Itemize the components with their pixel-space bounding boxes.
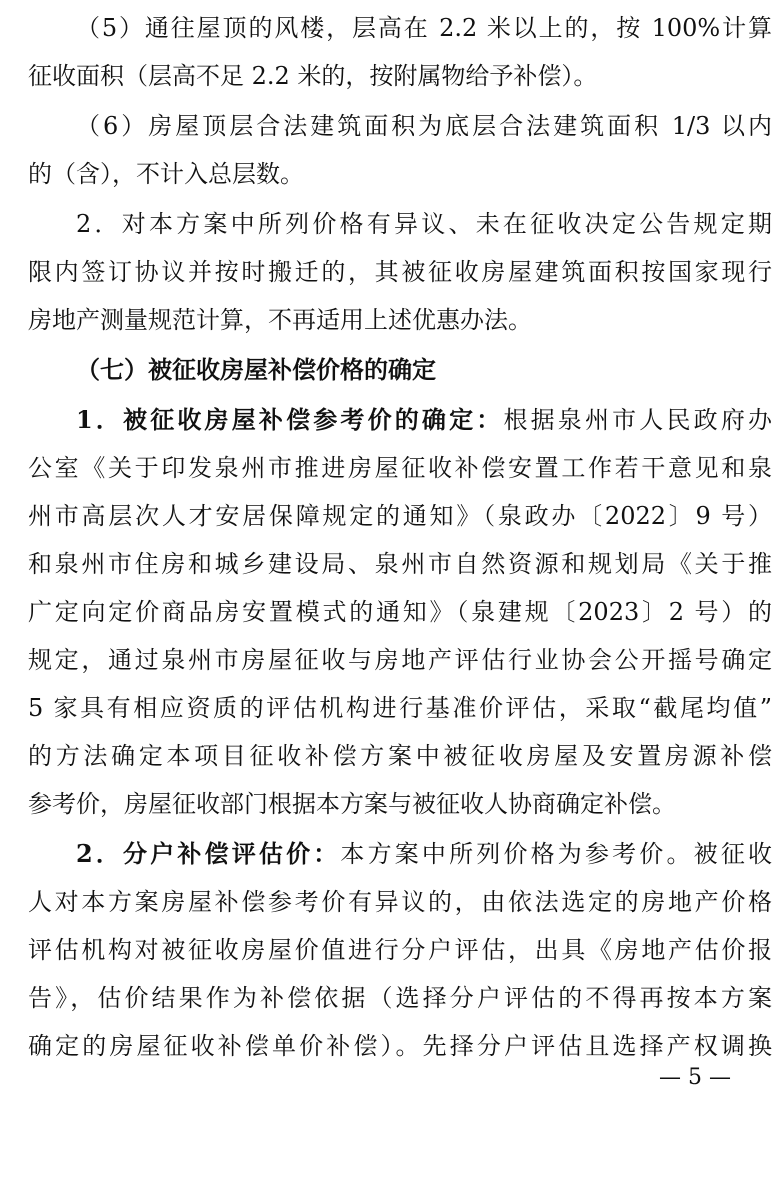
paragraph-line-3: （6）房屋顶层合法建筑面积为底层合法建筑面积 1/3 以内 <box>76 112 772 140</box>
paragraph-line-21: 告》，估价结果作为补偿依据（选择分户评估的不得再按本方案 <box>28 984 772 1012</box>
paragraph-line-16: 的方法确定本项目征收补偿方案中被征收房屋及安置房源补偿 <box>28 742 772 770</box>
paragraph-line-18 <box>76 834 772 874</box>
paragraph-line-2: 征收面积（层高不足 2.2 米的，按附属物给予补偿）。 <box>28 62 598 90</box>
paragraph-line-14: 规定，通过泉州市房屋征收与房地产评估行业协会公开摇号确定 <box>28 646 772 674</box>
paragraph-line-5: 2．对本方案中所列价格有异议、未在征收决定公告规定期 <box>76 210 772 238</box>
paragraph-line-15: 5 家具有相应资质的评估机构进行基准价评估，采取“截尾均值” <box>28 694 772 722</box>
paragraph-line-13: 广定向定价商品房安置模式的通知》（泉建规〔2023〕2 号）的 <box>28 598 772 626</box>
paragraph-line-7: 房地产测量规范计算，不再适用上述优惠办法。 <box>28 306 532 334</box>
paragraph-line-19: 人对本方案房屋补偿参考价有异议的，由依法选定的房地产价格 <box>28 888 772 916</box>
subheading-household-appraisal: 2．分户补偿评估价： <box>76 839 341 868</box>
paragraph-line-1: （5）通往屋顶的风楼，层高在 2.2 米以上的，按 100%计算 <box>76 14 772 42</box>
paragraph-line-12: 和泉州市住房和城乡建设局、泉州市自然资源和规划局《关于推 <box>28 550 772 578</box>
subheading-reference-price: 1．被征收房屋补偿参考价的确定： <box>76 405 504 434</box>
paragraph-line-22: 确定的房屋征收补偿单价补偿）。先择分户评估且选择产权调换 <box>28 1032 772 1060</box>
paragraph-line-20: 评估机构对被征收房屋价值进行分户评估，出具《房地产估价报 <box>28 936 772 964</box>
page-number: — 5 — <box>659 1065 731 1090</box>
paragraph-line-11: 州市高层次人才安居保障规定的通知》（泉政办〔2022〕9 号） <box>28 502 772 530</box>
paragraph-line-9 <box>76 400 772 440</box>
paragraph-line-9-text: 根据泉州市人民政府办 <box>503 406 772 434</box>
section-heading: （七）被征收房屋补偿价格的确定 <box>76 355 436 384</box>
paragraph-line-17: 参考价，房屋征收部门根据本方案与被征收人协商确定补偿。 <box>28 790 676 818</box>
paragraph-line-10: 公室《关于印发泉州市推进房屋征收补偿安置工作若干意见和泉 <box>28 454 772 482</box>
paragraph-line-4: 的（含），不计入总层数。 <box>28 160 304 188</box>
paragraph-line-6: 限内签订协议并按时搬迁的，其被征收房屋建筑面积按国家现行 <box>28 258 772 286</box>
paragraph-line-18-text: 本方案中所列价格为参考价。被征收 <box>340 840 772 868</box>
